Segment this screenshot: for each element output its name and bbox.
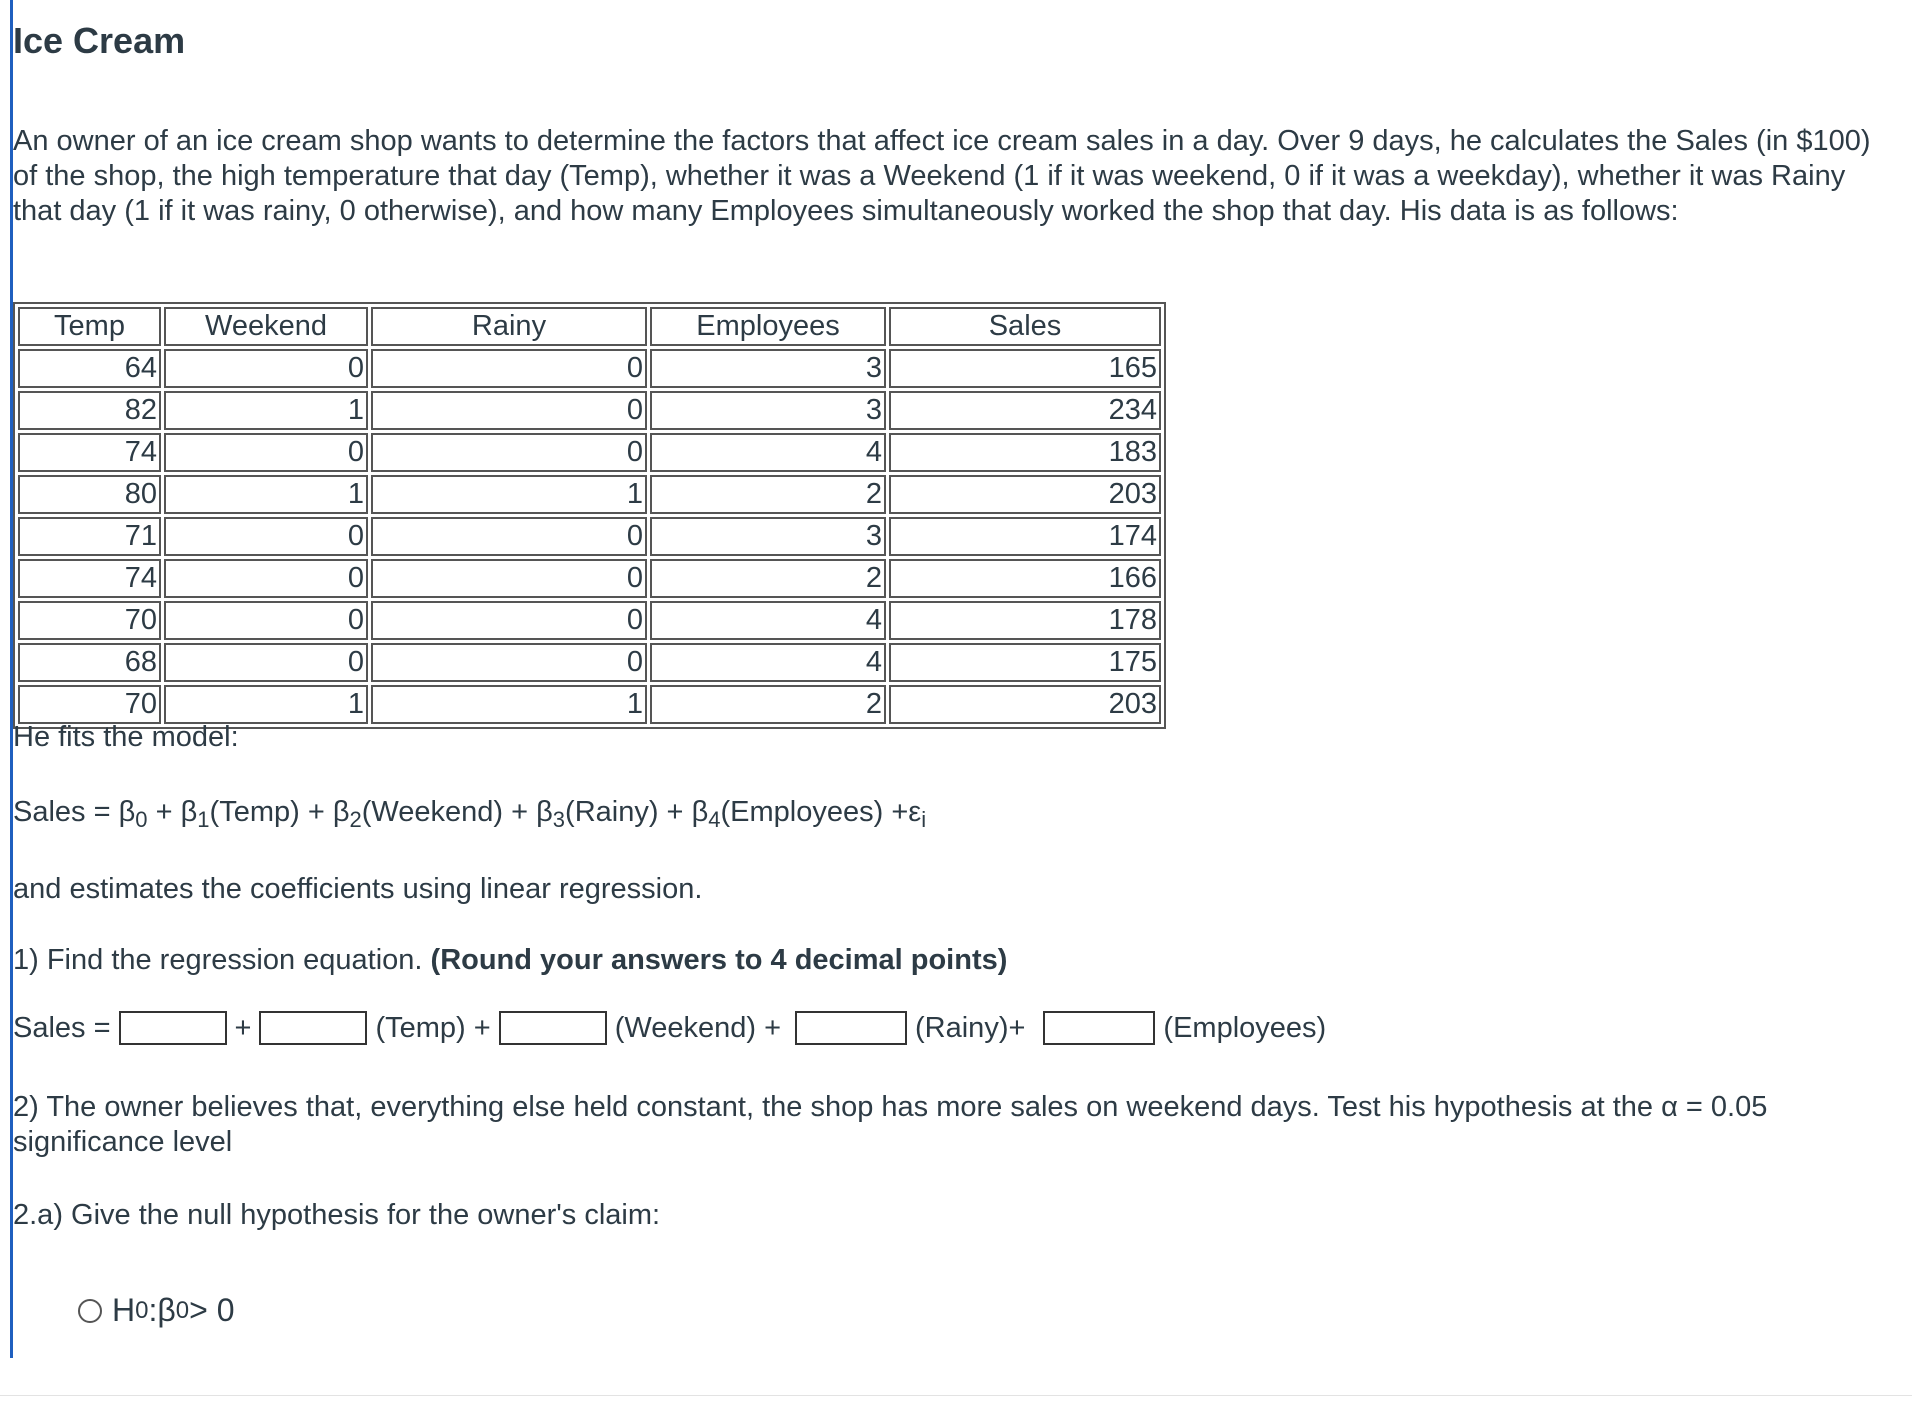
cell-sales: 166 [889, 559, 1161, 598]
cell-rainy: 0 [371, 643, 647, 682]
cell-sales: 234 [889, 391, 1161, 430]
table-row [18, 559, 1161, 598]
option-beta-symbol: β [157, 1292, 176, 1328]
equation-weekend-label: (Weekend) + [614, 1012, 782, 1044]
option-colon: : [148, 1292, 158, 1328]
beta0-subscript: 0 [135, 807, 148, 832]
cell-sales: 175 [889, 643, 1161, 682]
header-weekend: Weekend [164, 307, 368, 346]
cell-weekend: 1 [164, 475, 368, 514]
table-row [18, 391, 1161, 430]
model-rainy-term: (Rainy) + [565, 796, 692, 828]
epsilon-symbol: ε [908, 796, 922, 828]
employees-coefficient-input[interactable] [1043, 1011, 1155, 1045]
cell-temp: 74 [18, 559, 161, 598]
temp-coefficient-input[interactable] [259, 1011, 367, 1045]
beta3-subscript: 3 [552, 807, 566, 832]
beta2-symbol: β [332, 796, 350, 828]
beta4-symbol: β [691, 796, 709, 828]
bottom-divider [0, 1395, 1912, 1396]
radio-button[interactable] [78, 1299, 102, 1323]
cell-employees: 3 [650, 517, 886, 556]
beta2-subscript: 2 [349, 807, 362, 832]
cell-sales: 203 [889, 685, 1161, 724]
cell-sales: 174 [889, 517, 1161, 556]
question-1-instruction: (Round your answers to 4 decimal points) [430, 944, 1008, 976]
option-condition: > 0 [189, 1292, 235, 1328]
model-employees-term: (Employees) + [720, 796, 909, 828]
cell-rainy: 0 [371, 349, 647, 388]
option-beta-subscript: 0 [175, 1296, 190, 1324]
model-lhs: Sales = [13, 796, 119, 828]
intro-paragraph: An owner of an ice cream shop wants to determine the factors that affect ice cream sales in a day. Over 9 days, he calculates the Sales (in $100) of the shop, the high temperature that day (Temp), whether it was a Weekend (1 if it was weekend, 0 if it was a weekday), whether it was Rainy that day (1 if it was rainy, 0 otherwise), and how many Employees simultaneously worked the shop that day. His data is as follows: [13, 125, 1871, 227]
cell-rainy: 0 [371, 433, 647, 472]
equation-rainy-label: (Rainy)+ [915, 1012, 1026, 1044]
cell-sales: 178 [889, 601, 1161, 640]
model-temp-term: (Temp) + [209, 796, 333, 828]
option-h-symbol: H [112, 1292, 136, 1328]
cell-weekend: 0 [164, 433, 368, 472]
cell-employees: 4 [650, 643, 886, 682]
cell-weekend: 1 [164, 391, 368, 430]
question-2: 2) The owner believes that, everything else held constant, the shop has more sales on weekend days. Test his hypothesis at the α = 0.05 significance level [13, 1091, 1768, 1158]
cell-temp: 82 [18, 391, 161, 430]
beta4-subscript: 4 [708, 807, 721, 832]
equation-plus: + [234, 1012, 252, 1044]
cell-rainy: 0 [371, 391, 647, 430]
cell-weekend: 0 [164, 517, 368, 556]
cell-temp: 80 [18, 475, 161, 514]
table-row [18, 685, 1161, 724]
cell-temp: 70 [18, 685, 161, 724]
model-plus: + [147, 796, 181, 828]
null-hypothesis-option[interactable] [78, 1292, 235, 1329]
cell-temp: 70 [18, 601, 161, 640]
cell-weekend: 1 [164, 685, 368, 724]
question-1 [13, 943, 1007, 978]
weekend-coefficient-input[interactable] [499, 1011, 607, 1045]
cell-temp: 71 [18, 517, 161, 556]
cell-sales: 165 [889, 349, 1161, 388]
cell-employees: 2 [650, 685, 886, 724]
cell-rainy: 1 [371, 475, 647, 514]
header-sales: Sales [889, 307, 1161, 346]
beta1-symbol: β [180, 796, 198, 828]
cell-employees: 3 [650, 349, 886, 388]
cell-employees: 4 [650, 601, 886, 640]
beta1-subscript: 1 [197, 807, 210, 832]
question-2a: 2.a) Give the null hypothesis for the owner's claim: [13, 1199, 661, 1231]
table-row [18, 475, 1161, 514]
cell-rainy: 0 [371, 517, 647, 556]
page-title: Ice Cream [13, 20, 186, 61]
cell-weekend: 0 [164, 601, 368, 640]
intercept-input[interactable] [119, 1011, 227, 1045]
table-row [18, 601, 1161, 640]
epsilon-subscript: i [921, 807, 927, 832]
cell-weekend: 0 [164, 643, 368, 682]
cell-employees: 2 [650, 559, 886, 598]
header-employees: Employees [650, 307, 886, 346]
data-table [13, 302, 1166, 729]
option-h-subscript: 0 [135, 1296, 149, 1324]
cell-employees: 3 [650, 391, 886, 430]
table-row [18, 517, 1161, 556]
question-1-text: 1) Find the regression equation. [13, 944, 431, 976]
cell-rainy: 0 [371, 601, 647, 640]
table-header-row [18, 307, 1161, 346]
cell-employees: 4 [650, 433, 886, 472]
cell-temp: 64 [18, 349, 161, 388]
header-temp: Temp [18, 307, 161, 346]
fits-model-text: He fits the model: [13, 721, 239, 753]
rainy-coefficient-input[interactable] [795, 1011, 907, 1045]
cell-temp: 68 [18, 643, 161, 682]
table-row [18, 643, 1161, 682]
cell-rainy: 0 [371, 559, 647, 598]
cell-rainy: 1 [371, 685, 647, 724]
table-row [18, 349, 1161, 388]
cell-temp: 74 [18, 433, 161, 472]
equation-temp-label: (Temp) + [375, 1012, 491, 1044]
model-weekend-term: (Weekend) + [361, 796, 537, 828]
regression-equation-row [13, 1010, 1326, 1046]
header-rainy: Rainy [371, 307, 647, 346]
beta3-symbol: β [536, 796, 553, 828]
equation-lhs: Sales = [13, 1012, 111, 1044]
cell-weekend: 0 [164, 559, 368, 598]
beta0-symbol: β [118, 796, 136, 828]
estimate-text: and estimates the coefficients using linear regression. [13, 873, 703, 905]
table-row [18, 433, 1161, 472]
cell-sales: 183 [889, 433, 1161, 472]
equation-employees-label: (Employees) [1163, 1012, 1327, 1044]
model-equation [13, 795, 926, 837]
cell-weekend: 0 [164, 349, 368, 388]
cell-sales: 203 [889, 475, 1161, 514]
cell-employees: 2 [650, 475, 886, 514]
